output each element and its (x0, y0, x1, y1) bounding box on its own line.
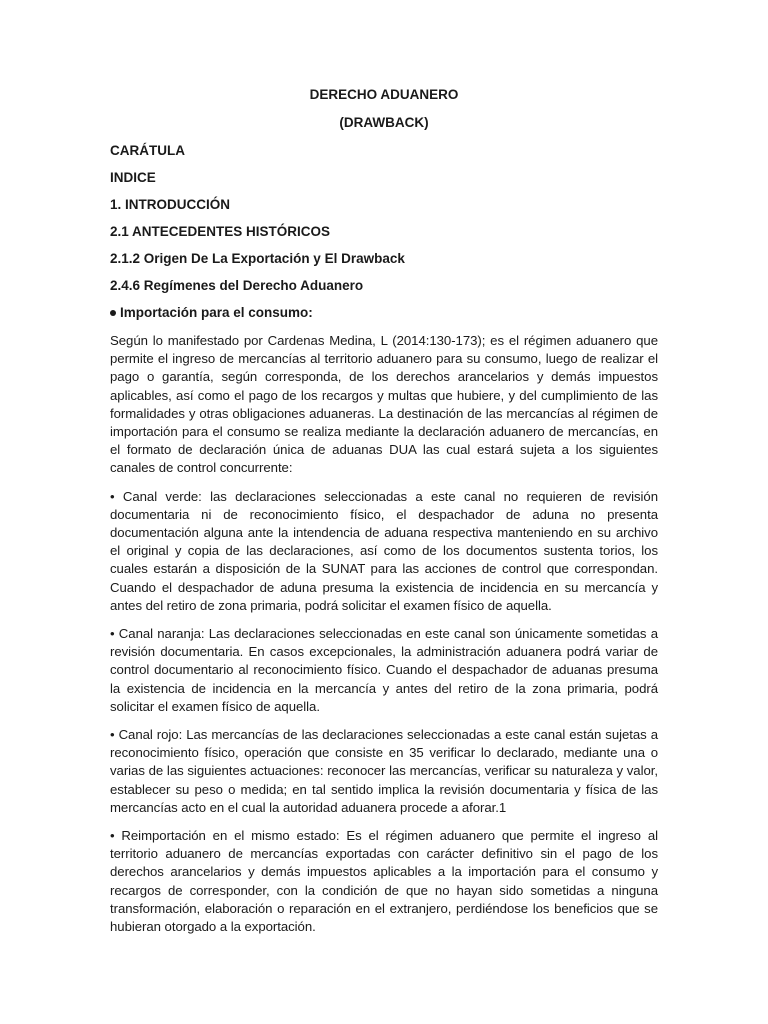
heading-origen-exportacion: 2.1.2 Origen De La Exportación y El Drawback (110, 251, 405, 266)
document-title: DERECHO ADUANERO (309, 87, 459, 102)
heading-antecedentes: 2.1 ANTECEDENTES HISTÓRICOS (110, 224, 331, 239)
heading-caratula: CARÁTULA (110, 143, 185, 158)
paragraph-canal-rojo: • Canal rojo: Las mercancías de las declaraciones seleccionadas a este canal están sujetas a reconocimiento físico, operación que consiste en 35 verificar lo declarado, mediante una o varias de las siguientes actuaciones: reconocer las mercancías, verificar su naturaleza y valor, establecer su peso o medida; en tal sentido implica la revisión documentaria y física de las mercancías acto en el cual la autoridad aduanera procede a aforar.1 (110, 727, 658, 815)
paragraph-importacion: Según lo manifestado por Cardenas Medina, L (2014:130-173); es el régimen aduanero que permite el ingreso de mercancías al territorio aduanero para su consumo, luego de realizar el pago o garantía, según corresponda, de los derechos arancelarios y demás impuestos aplicables, así como el pago de los recargos y multas que hubiere, y del cumplimiento de las formalidades y otras obligaciones aduaneras. La destinación de las mercancías al régimen de importación para el consumo se realiza mediante la declaración aduanero de mercancías, en el formato de declaración única de aduanas DUA las cual estará sujeta a los siguientes canales de control concurrente: (110, 333, 658, 476)
bullet-heading-text: Importación para el consumo: (120, 305, 313, 320)
heading-regimenes: 2.4.6 Regímenes del Derecho Aduanero (110, 278, 364, 293)
bullet-dot-icon (110, 310, 116, 316)
paragraph-reimportacion: • Reimportación en el mismo estado: Es el régimen aduanero que permite el ingreso al territorio aduanero de mercancías exportadas con carácter definitivo sin el pago de los derechos arancelarios y demás impuestos aplicables a la importación para el consumo y recargos de corresponder, con la condición de que no hayan sido sometidas a ninguna transformación, elaboración o reparación en el extranjero, perdiéndose los beneficios que se hubieran otorgado a la exportación. (110, 828, 658, 935)
heading-indice: INDICE (110, 170, 156, 185)
heading-introduccion: 1. INTRODUCCIÓN (110, 197, 231, 212)
bullet-heading-importacion (110, 304, 658, 322)
paragraph-canal-naranja: • Canal naranja: Las declaraciones seleccionadas en este canal son únicamente sometidas a revisión documentaria. En casos excepcionales, la administración aduanera podrá variar de control documentario al reconocimiento físico. Cuando el despachador de aduanas presuma la existencia de incidencia en la mercancía y antes del retiro de la zona primaria, podrá solicitar el examen físico de aquella. (110, 626, 658, 714)
paragraph-canal-verde: • Canal verde: las declaraciones seleccionadas a este canal no requieren de revisión documentaria ni de reconocimiento físico, el despachador de aduna no presenta documentación alguna ante la intendencia de aduana respectiva manteniendo en su archivo el original y copia de las declaraciones, así como de los documentos sustenta torios, los cuales estarán a disposición de la SUNAT para las acciones de control que correspondan. Cuando el despachador de aduna presuma la existencia de incidencia en su mercancía y antes del retiro de zona primaria, podrá solicitar el examen físico de aquella. (110, 488, 658, 613)
document-subtitle: (DRAWBACK) (339, 115, 429, 130)
